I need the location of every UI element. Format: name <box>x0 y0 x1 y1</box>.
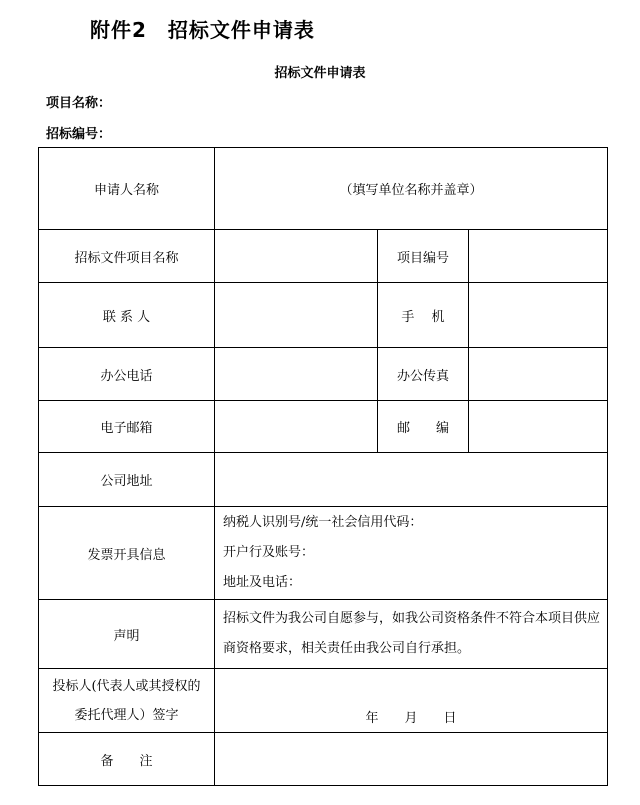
tender-no-label: 招标编号： <box>46 127 112 142</box>
company-address-field[interactable] <box>215 453 608 507</box>
project-no-label: 项目编号 <box>378 230 469 283</box>
signature-date: 年 月 日 <box>365 711 457 726</box>
contact-label: 联 系 人 <box>39 283 215 348</box>
attachment-title: 附件2 招标文件申请表 <box>90 18 315 42</box>
row-signature <box>39 669 608 733</box>
email-label: 电子邮箱 <box>39 401 215 453</box>
office-fax-label: 办公传真 <box>378 348 469 401</box>
email-field[interactable] <box>215 401 378 453</box>
applicant-name-hint: （填写单位名称并盖章） <box>339 183 483 198</box>
doc-project-name-field[interactable] <box>215 230 378 283</box>
applicant-name-label: 申请人名称 <box>39 148 215 230</box>
contact-field[interactable] <box>215 283 378 348</box>
project-no-field[interactable] <box>469 230 608 283</box>
row-doc-project <box>39 230 608 283</box>
signature-field[interactable] <box>215 669 608 733</box>
remarks-field[interactable] <box>215 733 608 786</box>
signature-label-line1: 投标人(代表人或其授权的 <box>52 678 201 694</box>
office-phone-field[interactable] <box>215 348 378 401</box>
postcode-field[interactable] <box>469 401 608 453</box>
invoice-label: 发票开具信息 <box>39 507 215 600</box>
declaration-text: 招标文件为我公司自愿参与，如我公司资格条件不符合本项目供应商资格要求，相关责任由我公司自行承担。 <box>215 600 608 669</box>
applicant-name-field[interactable] <box>215 148 608 230</box>
mobile-label: 手 机 <box>378 283 469 348</box>
declaration-label: 声明 <box>39 600 215 669</box>
company-address-label: 公司地址 <box>39 453 215 507</box>
postcode-label: 邮 编 <box>378 401 469 453</box>
invoice-address-line: 地址及电话： <box>223 575 302 590</box>
row-contact <box>39 283 608 348</box>
signature-label <box>39 669 215 733</box>
form-title: 招标文件申请表 <box>274 66 366 81</box>
row-office-phone <box>39 348 608 401</box>
mobile-field[interactable] <box>469 283 608 348</box>
project-name-label: 项目名称： <box>46 96 112 111</box>
office-fax-field[interactable] <box>469 348 608 401</box>
row-email <box>39 401 608 453</box>
office-phone-label: 办公电话 <box>39 348 215 401</box>
invoice-field[interactable] <box>215 507 608 600</box>
invoice-bank-line: 开户行及账号： <box>223 545 315 560</box>
row-declaration <box>39 600 608 669</box>
row-company-address <box>39 453 608 507</box>
invoice-tax-id-line: 纳税人识别号/统一社会信用代码： <box>223 515 423 530</box>
row-applicant-name <box>39 148 608 230</box>
row-invoice <box>39 507 608 600</box>
signature-label-line2: 委托代理人）签字 <box>74 707 179 723</box>
doc-project-name-label: 招标文件项目名称 <box>39 230 215 283</box>
remarks-label: 备 注 <box>39 733 215 786</box>
application-form-table <box>38 147 608 786</box>
row-remarks <box>39 733 608 786</box>
